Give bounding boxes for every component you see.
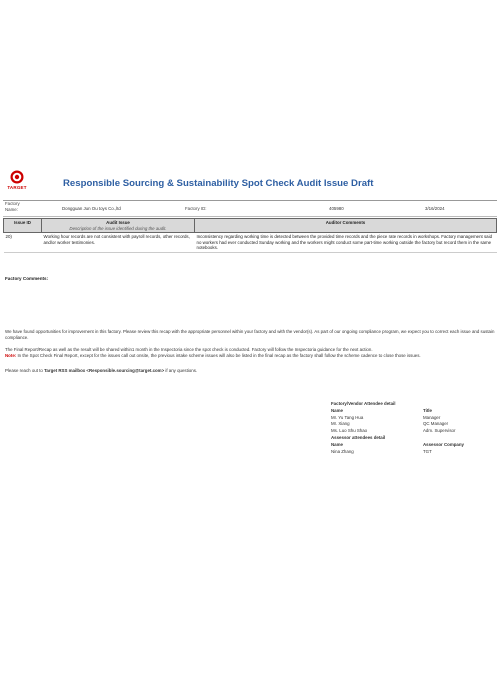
col-auditor-comments: Auditor Comments	[195, 219, 497, 233]
list-item: Mr. Yu Tang Hua Manager	[331, 414, 441, 420]
title-column-label: Title	[423, 407, 432, 413]
header-divider	[3, 200, 497, 201]
bullseye-icon	[6, 170, 28, 184]
closing-contact	[5, 368, 495, 374]
auditor-comments-cell: Inconsistency regarding working time is detected between the provided time records and the piece rate records in workshops. Factory management said no workers had ever conducted Sunday working and the workers might conduct some part-time working outside the factory but record them in the same notebooks.	[195, 233, 497, 253]
table-row	[4, 233, 497, 253]
brand-name: TARGET	[7, 185, 27, 190]
col-audit-issue: Audit Issue Description of the issue identified during the audit.	[42, 219, 195, 233]
header-divider-bottom	[3, 216, 497, 217]
factory-id-label: Factory ID:	[185, 206, 207, 211]
issue-id-cell: 20)	[4, 233, 42, 253]
note-label: Note:	[5, 353, 17, 358]
rss-mailbox-link[interactable]: Target RSS mailbox <Responsible.sourcing@target.com>	[44, 368, 165, 373]
list-item: Mr. Xiang QC Manager	[331, 421, 449, 427]
assessor-header-row	[331, 442, 491, 449]
factory-comments-label: Factory Comments:	[5, 276, 49, 281]
closing-paragraph-1: We have found opportunities for improvement in this factory. Please review this recap with the appropriate personnel within your factory and with the vendor(s). As part of our ongoing compliance program, we expect you to correct each issue and sustain compliance.	[5, 329, 495, 340]
factory-id: 405980	[329, 206, 344, 211]
factory-attendee-heading: Factory/Vendor Attendee detail	[331, 401, 396, 406]
assessor-company-label: Assessor Company	[423, 441, 464, 447]
list-item: Ms. Luo Shu Shao Adm. Supervisor	[331, 428, 456, 434]
list-item: Nina Zhang TGT	[331, 448, 432, 454]
table-header-row	[4, 219, 497, 233]
factory-name-label: Factory Name:	[5, 201, 20, 212]
closing-paragraph-2: The Final Report/Recap as well as the result will be shared within1 month in the Inspectoria since the spot check is conducted. Factory will follow the Inspectoria guidance for the next action.	[5, 347, 373, 352]
assessor-attendee-heading: Assessor attendees detail	[331, 434, 386, 440]
document-title: Responsible Sourcing & Sustainability Spot Check Audit Issue Draft	[63, 178, 374, 189]
report-date: 3/16/2024	[425, 206, 445, 211]
audit-issue-table	[3, 218, 497, 253]
col-issue-id: Issue ID	[4, 219, 42, 233]
attendee-details	[331, 401, 491, 455]
col-audit-issue-sub: Description of the issue identified during the audit.	[69, 225, 167, 231]
assessor-name-label: Name	[331, 441, 343, 447]
audit-issue-cell: Working hour records are not consistent with payroll records, other records, and/or worker testimonies.	[42, 233, 195, 253]
note-text: In the Spot Check Final Report, except for the issues call out onsite, the previous intake scheme issues will also be listed in the final recap as the factory shall follow the scheme cadence to close those issues.	[16, 353, 421, 358]
closing-note	[5, 353, 495, 359]
contact-prefix: Please reach out to	[5, 368, 45, 373]
factory-attendee-header-row	[331, 408, 491, 415]
contact-suffix: if any questions.	[164, 368, 198, 373]
target-logo	[6, 170, 28, 190]
name-column-label: Name	[331, 407, 343, 413]
factory-name: Dongguan Jun Ou toys Co.,ltd	[62, 206, 121, 211]
